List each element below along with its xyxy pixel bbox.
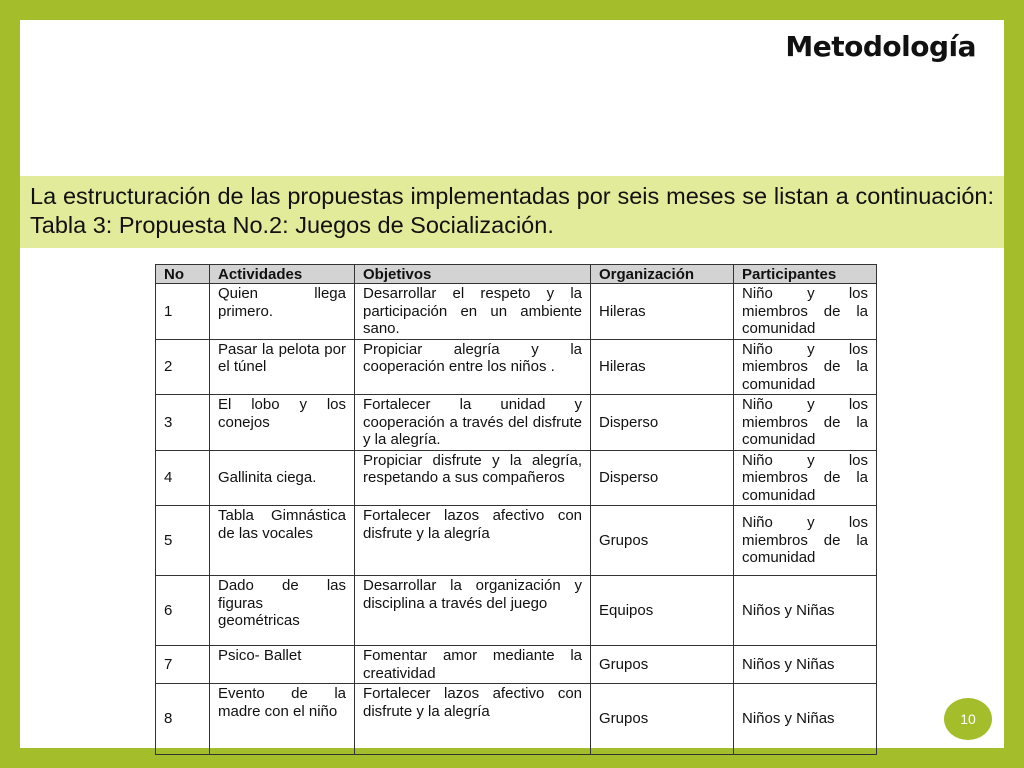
cell-participantes: Niño y los miembros de la comunidad — [734, 506, 877, 576]
cell-participantes: Niños y Niñas — [734, 576, 877, 646]
cell-objetivo: Fortalecer la unidad y cooperación a través del disfrute y la alegría. — [355, 395, 591, 451]
table-row — [156, 339, 877, 395]
cell-organizacion: Disperso — [591, 395, 734, 451]
cell-actividad: Tabla Gimnástica de las vocales — [210, 506, 355, 576]
cell-organizacion: Grupos — [591, 646, 734, 684]
cell-no: 4 — [156, 450, 210, 506]
cell-objetivo: Propiciar disfrute y la alegría, respetando a sus compañeros — [355, 450, 591, 506]
cell-organizacion: Disperso — [591, 450, 734, 506]
cell-organizacion: Grupos — [591, 506, 734, 576]
activities-table — [155, 264, 877, 755]
table-row — [156, 395, 877, 451]
cell-objetivo: Fortalecer lazos afectivo con disfrute y la alegría — [355, 506, 591, 576]
cell-organizacion: Hileras — [591, 339, 734, 395]
page-number-badge: 10 — [944, 698, 992, 740]
header-actividades: Actividades — [210, 265, 355, 284]
cell-objetivo: Fomentar amor mediante la creatividad — [355, 646, 591, 684]
table-row — [156, 284, 877, 340]
table-row — [156, 576, 877, 646]
header-participantes: Participantes — [734, 265, 877, 284]
cell-no: 5 — [156, 506, 210, 576]
cell-objetivo: Desarrollar el respeto y la participación en un ambiente sano. — [355, 284, 591, 340]
cell-actividad: Evento de la madre con el niño — [210, 684, 355, 755]
cell-no: 7 — [156, 646, 210, 684]
cell-organizacion: Equipos — [591, 576, 734, 646]
header-objetivos: Objetivos — [355, 265, 591, 284]
cell-participantes: Niño y los miembros de la comunidad — [734, 284, 877, 340]
table-row — [156, 506, 877, 576]
cell-organizacion: Grupos — [591, 684, 734, 755]
cell-participantes: Niño y los miembros de la comunidad — [734, 395, 877, 451]
cell-actividad: Pasar la pelota por el túnel — [210, 339, 355, 395]
cell-no: 6 — [156, 576, 210, 646]
cell-participantes: Niños y Niñas — [734, 646, 877, 684]
cell-objetivo: Desarrollar la organización y disciplina a través del juego — [355, 576, 591, 646]
cell-actividad: Gallinita ciega. — [210, 450, 355, 506]
cell-participantes: Niño y los miembros de la comunidad — [734, 450, 877, 506]
intro-text: La estructuración de las propuestas implementadas por seis meses se listan a continuación: Tabla 3: Propuesta No.2: Juegos de Socialización. — [20, 176, 1004, 248]
cell-no: 8 — [156, 684, 210, 755]
cell-actividad: Psico- Ballet — [210, 646, 355, 684]
cell-actividad: El lobo y los conejos — [210, 395, 355, 451]
slide-title: Metodología — [785, 30, 976, 63]
header-organizacion: Organización — [591, 265, 734, 284]
cell-actividad: Quien llega primero. — [210, 284, 355, 340]
cell-organizacion: Hileras — [591, 284, 734, 340]
cell-actividad: Dado de las figuras geométricas — [210, 576, 355, 646]
table-header-row — [156, 265, 877, 284]
table-row — [156, 646, 877, 684]
table-row — [156, 450, 877, 506]
table-row — [156, 684, 877, 755]
cell-no: 1 — [156, 284, 210, 340]
cell-participantes: Niños y Niñas — [734, 684, 877, 755]
cell-objetivo: Fortalecer lazos afectivo con disfrute y la alegría — [355, 684, 591, 755]
cell-objetivo: Propiciar alegría y la cooperación entre los niños . — [355, 339, 591, 395]
cell-participantes: Niño y los miembros de la comunidad — [734, 339, 877, 395]
header-no: No — [156, 265, 210, 284]
cell-no: 3 — [156, 395, 210, 451]
cell-no: 2 — [156, 339, 210, 395]
